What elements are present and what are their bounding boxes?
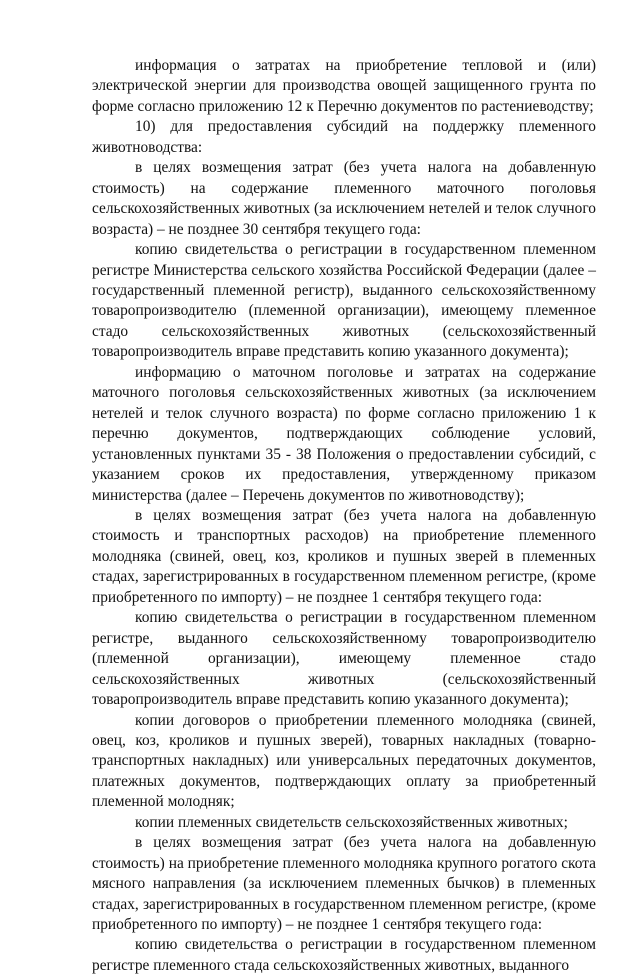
paragraph-item-10-heading: 10) для предоставления субсидий на поддержку племенного животноводства: xyxy=(92,118,596,156)
paragraph-energy-costs-info: информация о затратах на приобретение тепловой и (или) электрической энергии для производства овощей защищенного грунта по форме согласно приложению 12 к Перечню документов по растениеводству; xyxy=(92,57,596,115)
paragraph-beef-cattle-purchase: в целях возмещения затрат (без учета налога на добавленную стоимость) на приобретение племенного молодняка крупного рогатого скота мясного направления (за исключением племенных бычков) в племенных стадах, зарегистрированных в государственном племенном регистре, (кроме приобретенного по импорту) – не позднее 1 сентября текущего года: xyxy=(92,834,596,934)
paragraph-registry-certificate-copy-2: копию свидетельства о регистрации в государственном племенном регистре, выданного сельскохозяйственному товаропроизводителю (племенной организации), имеющему племенное стадо сельскохозяйственных животных (сельскохозяйственный товаропроизводитель вправе представить копию указанного документа); xyxy=(92,609,596,709)
paragraph-pedigree-certificates: копии племенных свидетельств сельскохозяйственных животных; xyxy=(135,813,568,831)
paragraph-registry-certificate-copy-3: копию свидетельства о регистрации в государственном племенном регистре племенного стада сельскохозяйственных животных, выданного xyxy=(92,936,596,974)
paragraph-young-stock-purchase: в целях возмещения затрат (без учета налога на добавленную стоимость и транспортных расходов) на приобретение племенного молодняка (свиней, овец, коз, кроликов и пушных зверей в племенных стадах, зарегистрированных в государственном племенном регистре, (кроме приобретенного по импорту) – не позднее 1 сентября текущего года: xyxy=(92,506,596,606)
paragraph-breeding-stock-maintenance: в целях возмещения затрат (без учета налога на добавленную стоимость) на содержание племенного маточного поголовья сельскохозяйственных животных (за исключением нетелей и телок случного возраста) – не позднее 30 сентября текущего года: xyxy=(92,159,596,238)
document-body xyxy=(92,56,596,976)
paragraph-breeding-stock-info: информацию о маточном поголовье и затратах на содержание маточного поголовья сельскохозяйственных животных (за исключением нетелей и телок случного возраста) по форме согласно приложению 1 к перечню документов, подтверждающих соблюдение условий, установленных пунктами 35 - 38 Положения о предоставлении субсидий, с указанием сроков их предоставления, утвержденному приказом министерства (далее – Перечень документов по животноводству); xyxy=(92,363,596,504)
paragraph-registry-certificate-copy: копию свидетельства о регистрации в государственном племенном регистре Министерства сельского хозяйства Российской Федерации (далее – государственный племенной регистр), выданного сельскохозяйственному товаропроизводителю (племенной организации), имеющему племенное стадо сельскохозяйственных животных (сельскохозяйственный товаропроизводитель вправе представить копию указанного документа); xyxy=(92,241,596,361)
paragraph-purchase-contracts-copies: копии договоров о приобретении племенного молодняка (свиней, овец, коз, кроликов и пушных зверей), товарных накладных (товарно-транспортных накладных) или универсальных передаточных документов, платежных документов, подтверждающих оплату за приобретенный племенной молодняк; xyxy=(92,711,596,811)
